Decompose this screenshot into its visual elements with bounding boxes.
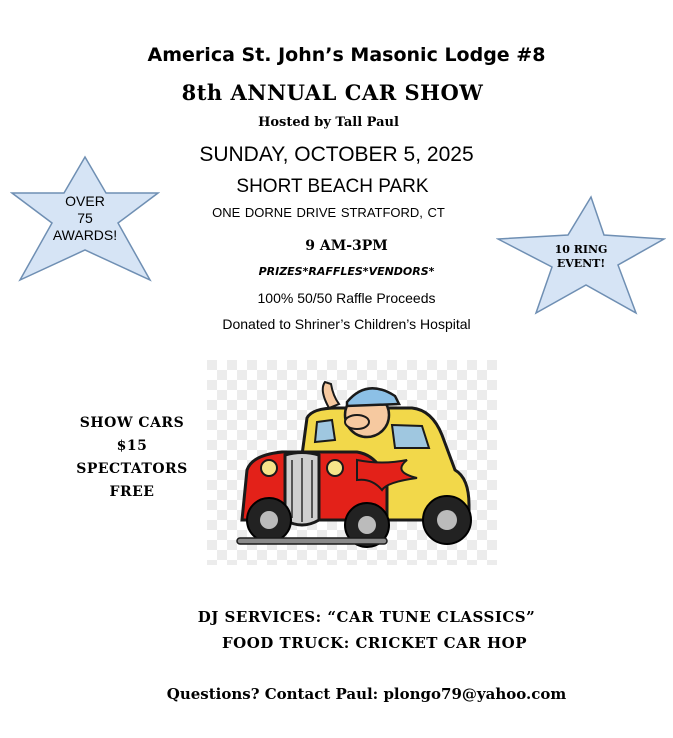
show-title: 8th ANNUAL CAR SHOW — [181, 80, 484, 105]
ring-event-star-text: 10 RING EVENT! — [554, 243, 608, 270]
lodge-name: America St. John’s Masonic Lodge #8 — [147, 44, 546, 66]
venue-name: SHORT BEACH PARK — [236, 176, 429, 197]
pricing-block — [52, 412, 212, 504]
hot-rod-illustration — [207, 360, 497, 565]
prizes-line: PRIZES*RAFFLES*VENDORS* — [258, 265, 435, 278]
dj-services-line: DJ SERVICES: “CAR TUNE CLASSICS” — [197, 608, 536, 626]
spectators-price: FREE — [109, 484, 155, 500]
venue-address: ONE DORNE DRIVE STRATFORD, CT — [212, 205, 445, 220]
hosted-by: Hosted by Tall Paul — [258, 115, 399, 130]
spectators-label: SPECTATORS — [76, 461, 188, 477]
raffle-line: 100% 50/50 Raffle Proceeds — [257, 290, 436, 306]
show-cars-label: SHOW CARS — [79, 415, 185, 431]
awards-star-badge — [10, 155, 160, 290]
awards-star-text: OVER 75 AWARDS! — [52, 193, 118, 243]
donation-line: Donated to Shriner’s Children’s Hospital — [222, 316, 471, 332]
event-time: 9 AM-3PM — [305, 238, 388, 254]
show-cars-price: $15 — [116, 438, 148, 454]
event-date: SUNDAY, OCTOBER 5, 2025 — [199, 143, 474, 166]
ring-event-star-badge — [496, 195, 666, 317]
hot-rod-cartoon-image — [207, 360, 497, 565]
contact-line: Questions? Contact Paul: plongo79@yahoo.com — [166, 685, 567, 703]
food-truck-line: FOOD TRUCK: CRICKET CAR HOP — [222, 634, 527, 652]
